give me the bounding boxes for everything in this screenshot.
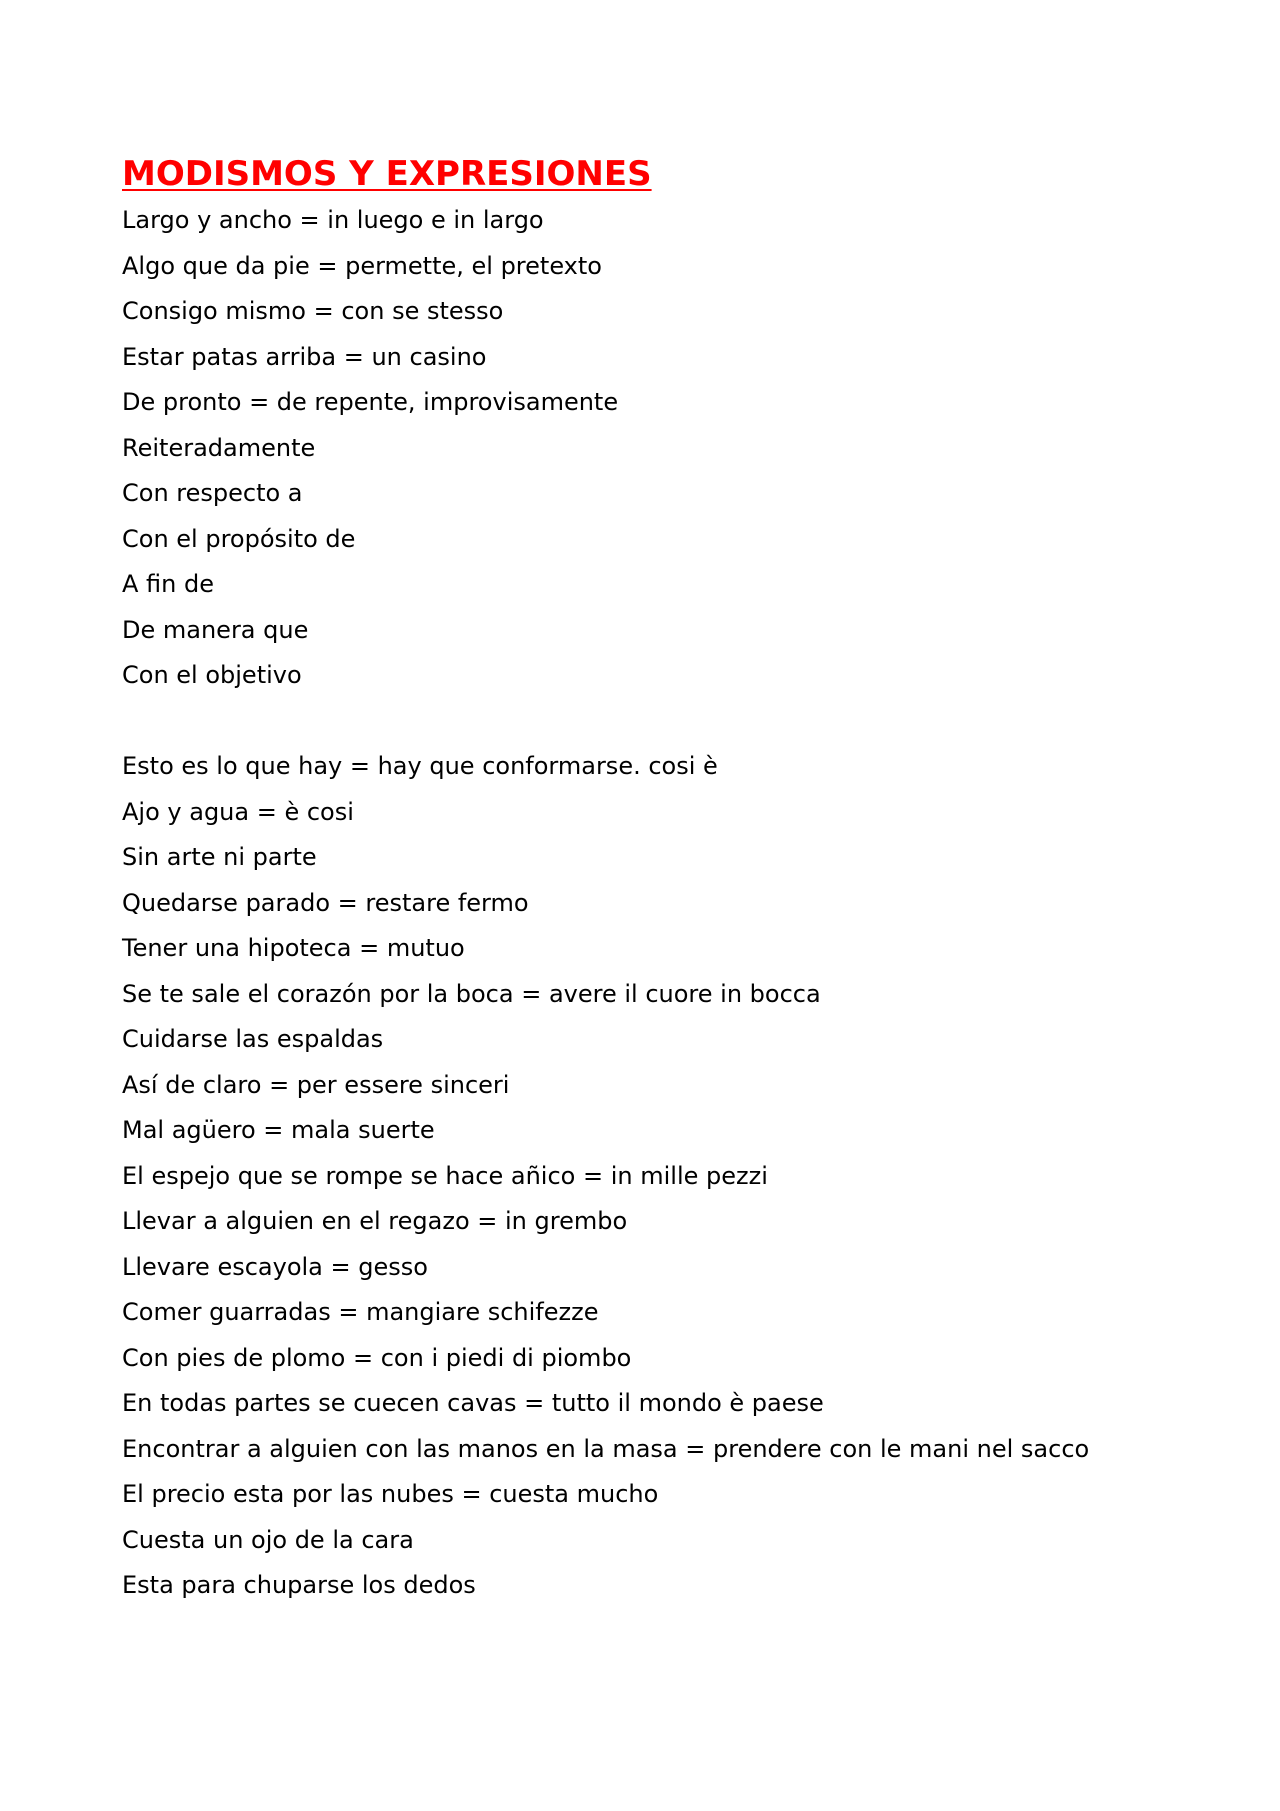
- expression-line: Llevare escayola = gesso: [122, 1252, 428, 1281]
- expression-line: Así de claro = per essere sinceri: [122, 1070, 510, 1099]
- expression-line: De manera que: [122, 615, 309, 644]
- expressions-list-2: [122, 744, 1162, 1609]
- expression-line: Cuesta un ojo de la cara: [122, 1525, 414, 1554]
- expression-line: Largo y ancho = in luego e in largo: [122, 206, 544, 234]
- expression-line: Quedarse parado = restare fermo: [122, 888, 529, 917]
- expression-line: Comer guarradas = mangiare schifezze: [122, 1298, 599, 1326]
- expression-line: Con el objetivo: [122, 661, 302, 689]
- expression-line: El precio esta por las nubes = cuesta mucho: [122, 1480, 659, 1508]
- expression-line: Sin arte ni parte: [122, 843, 317, 871]
- expression-line: Mal agüero = mala suerte: [122, 1116, 435, 1144]
- expression-line: Reiteradamente: [122, 433, 316, 462]
- expression-line: Esta para chuparse los dedos: [122, 1571, 476, 1599]
- expression-line: Se te sale el corazón por la boca = avere il cuore in bocca: [122, 979, 821, 1008]
- expressions-list-1: [122, 198, 1162, 699]
- expression-line: Con respecto a: [122, 479, 303, 507]
- paragraph-gap: [122, 699, 1162, 745]
- expression-line: Llevar a alguien en el regazo = in grembo: [122, 1207, 628, 1235]
- expression-line: Esto es lo que hay = hay que conformarse. cosi è: [122, 752, 718, 780]
- expression-line: Ajo y agua = è cosi: [122, 797, 354, 826]
- expression-line: Consigo mismo = con se stesso: [122, 297, 504, 325]
- expression-line: Encontrar a alguien con las manos en la masa = prendere con le mani nel sacco: [122, 1434, 1090, 1463]
- expression-line: De pronto = de repente, improvisamente: [122, 388, 619, 416]
- expression-line: Tener una hipoteca = mutuo: [122, 934, 465, 962]
- expression-line: Estar patas arriba = un casino: [122, 342, 487, 371]
- expression-line: En todas partes se cuecen cavas = tutto il mondo è paese: [122, 1389, 824, 1417]
- document-title: MODISMOS Y EXPRESIONES: [122, 154, 652, 194]
- expression-line: Con el propósito de: [122, 524, 356, 553]
- expression-line: Cuidarse las espaldas: [122, 1025, 384, 1053]
- expression-line: El espejo que se rompe se hace añico = in mille pezzi: [122, 1161, 768, 1190]
- expression-line: A fin de: [122, 570, 215, 598]
- expression-line: Algo que da pie = permette, el pretexto: [122, 251, 602, 280]
- document-page: [122, 150, 1162, 1609]
- expression-line: Con pies de plomo = con i piedi di piombo: [122, 1343, 632, 1372]
